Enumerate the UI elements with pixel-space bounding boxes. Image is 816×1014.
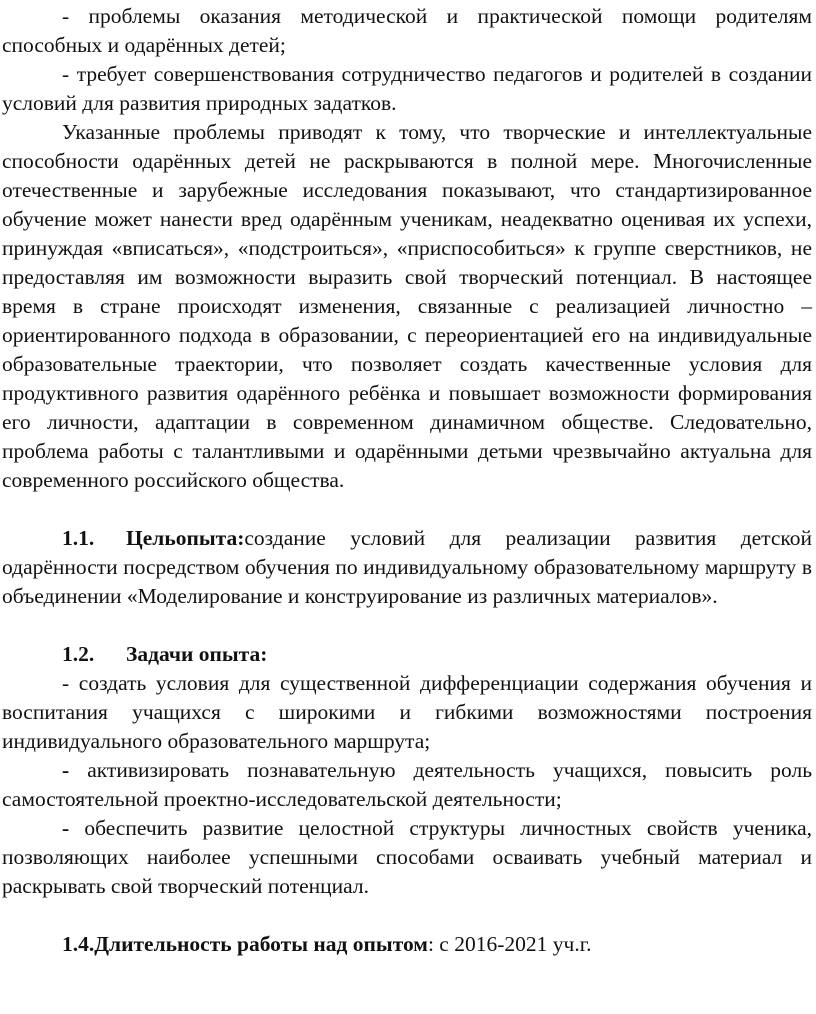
spacer	[2, 495, 812, 524]
goal-section-text: создание условий для реализации развития детской одарённости посредством обучения по индивидуальному образовательному маршруту в объединении «Моделирование и конструирование из различных материалов».	[2, 526, 812, 608]
tasks-section-number: 1.2.	[62, 642, 95, 666]
intro-item: - проблемы оказания методической и практической помощи родителям способных и одарённых детей;	[2, 4, 812, 57]
duration-section-title: Длительность работы над опытом	[94, 932, 428, 956]
duration-section	[2, 930, 812, 959]
task-dash: -	[62, 671, 70, 695]
document-page	[2, 2, 812, 959]
duration-section-text: : с 2016-2021 уч.г.	[427, 932, 592, 956]
task-item	[2, 669, 812, 756]
task-text: создать условия для существенной дифференциации содержания обучения и воспитания учащихся с широкими и гибкими возможностями построения индивидуального образовательного маршрута;	[2, 671, 813, 753]
task-item	[2, 756, 812, 814]
duration-section-number: 1.4.	[62, 932, 95, 956]
main-paragraph: Указанные проблемы приводят к тому, что творческие и интеллектуальные способности одарённых детей не раскрываются в полной мере. Многочисленные отечественные и зарубежные исследования показывают, что стандартизированное обучение может нанести вред одарённым ученикам, неадекватно оценивая их успехи, принуждая «вписаться», «подстроиться», «приспособиться» к группе сверстников, не предоставляя им возможности выразить свой творческий потенциал. В настоящее время в стране происходят изменения, связанные с реализацией личностно – ориентированного подхода в образовании, с переориентацией его на индивидуальные образовательные траектории, что позволяет создать качественные условия для продуктивного развития одарённого ребёнка и повышает возможности формирования его личности, адаптации в современном динамичном обществе. Следовательно, проблема работы с талантливыми и одарёнными детьми чрезвычайно актуальна для современного российского общества.	[2, 120, 812, 492]
spacer	[2, 901, 812, 930]
goal-section-number: 1.1.	[62, 526, 95, 550]
tasks-section-title: Задачи опыта:	[126, 642, 268, 666]
task-text: активизировать познавательную деятельность учащихся, повысить роль самостоятельной проектно-исследовательской деятельности;	[2, 758, 812, 811]
tasks-section-heading	[2, 640, 812, 669]
task-item	[2, 814, 812, 901]
task-text: обеспечить развитие целостной структуры личностных свойств ученика, позволяющих наиболее успешными способами осваивать учебный материал и раскрывать свой творческий потенциал.	[2, 816, 813, 898]
spacer	[2, 611, 812, 640]
task-dash: -	[62, 816, 70, 840]
intro-item: - требует совершенствования сотрудничество педагогов и родителей в создании условий для развития природных задатков.	[2, 62, 812, 115]
goal-section	[2, 524, 812, 611]
goal-section-title: Цельопыта:	[126, 526, 245, 550]
task-dash: -	[62, 758, 70, 782]
